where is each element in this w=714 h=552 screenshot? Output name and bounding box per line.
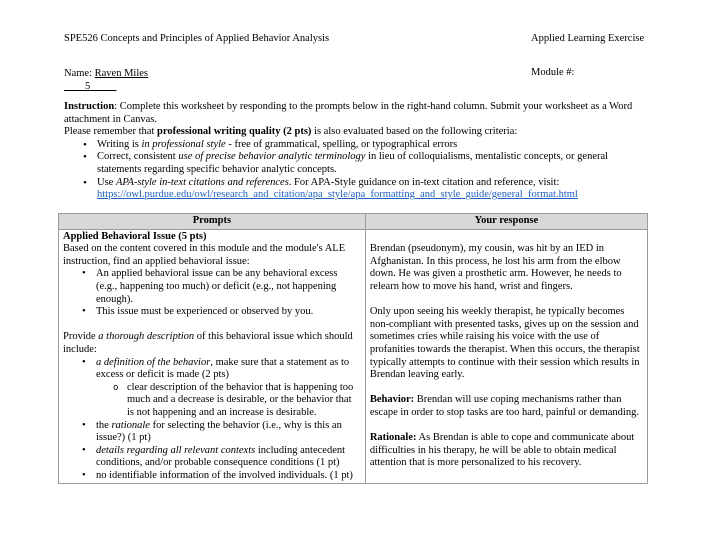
- module-label: Module #:: [531, 67, 575, 78]
- list-item: • Correct, consistent use of precise behavior analytic terminology in lieu of colloquialisms, mentalistic concepts, or general statements regarding specific behavior analytic concepts.: [97, 151, 654, 176]
- quality-text: Please remember that professional writing quality (2 pts) is also evaluated based on the following criteria:: [64, 126, 518, 138]
- response-paragraph: Only upon seeing his weekly therapist, he typically becomes non-compliant with presented tasks, gives up on the session and sometimes cries while raising his voice with the use of profanities towards the therapist. When this occurs, the therapist typically attempts to continue with their session which results in Brendan leaving early.: [369, 306, 640, 381]
- criteria-list: [64, 139, 654, 202]
- course-title: SPE526 Concepts and Principles of Applied Behavior Analysis: [64, 33, 330, 44]
- prompt-response-table: [58, 213, 648, 484]
- list-item: • no identifiable information of the involved individuals. (1 pt): [96, 470, 361, 483]
- rationale-statement: Rationale: As Brendan is able to cope and communicate about difficulties in his therapy, he will be able to obtain medical attention that is more personalized to his recovery.: [369, 432, 635, 469]
- table-header-row: [59, 214, 648, 230]
- column-header-prompts: Prompts: [59, 214, 366, 230]
- response-paragraph: Brendan (pseudonym), my cousin, was hit by an IED in Afghanistan. In this process, he lost his arm from the elbow down. He was given a prosthetic arm. However, he needs to relearn how to move his hand, wrist and fingers.: [369, 243, 622, 292]
- table-row: [59, 229, 648, 484]
- name-value: Raven Miles: [94, 68, 148, 79]
- prompt-intro: Based on the content covered in this module and the module's ALE instruction, find an applied behavioral issue:: [63, 243, 346, 267]
- prompt-heading: Applied Behavioral Issue (5 pts): [63, 230, 207, 242]
- list-item: • a definition of the behavior, make sure that a statement as to excess or deficit is made (2 pts) o clear description of the behavior that is happening too much and a decrease is desirable, or the behavior that is not happening and an increase is desirable.: [96, 357, 361, 420]
- list-item: • details regarding all relevant contexts including antecedent conditions, and/or probable consequence conditions (1 pt): [96, 445, 361, 470]
- assignment-title: Applied Learning Exercise: [531, 33, 645, 44]
- list-item: • An applied behavioral issue can be any behavioral excess (e.g., happening too much) or deficit (e.g., not happening enough).: [96, 268, 361, 306]
- list-item: • This issue must be experienced or observed by you.: [96, 306, 361, 319]
- response-cell: [365, 229, 647, 484]
- instructions: [64, 101, 654, 202]
- list-item: • the rationale for selecting the behavior (i.e., why is this an issue?) (1 pt): [96, 420, 361, 445]
- apa-guide-link[interactable]: https://owl.purdue.edu/owl/research_and_citation/apa_style/apa_formatting_and_style_guide/general_format.html: [97, 189, 578, 201]
- prompt-cell: [59, 229, 366, 484]
- name-label: Name:: [64, 68, 95, 79]
- provide-text: Provide a thorough description of this behavioral issue which should include:: [63, 331, 353, 355]
- module-value: 5: [85, 81, 91, 92]
- instruction-text: Instruction: Complete this worksheet by responding to the prompts below in the right-hand column. Submit your worksheet as a Word attachment in Canvas.: [64, 101, 633, 125]
- behavior-statement: Behavior: Brendan will use coping mechanisms rather than escape in order to stop tasks are too hard, painful or demanding.: [369, 394, 639, 418]
- column-header-response: Your response: [365, 214, 647, 230]
- list-item: • Use APA-style in-text citations and references. For APA-Style guidance on in-text citation and reference, visit: https://owl.purdue.edu/owl/research_and_citation/apa_style/apa_formatting_and_style_guide/general_format.html: [97, 177, 654, 202]
- list-item: • Writing is in professional style - free of grammatical, spelling, or typographical errors: [97, 139, 654, 152]
- sub-list-item: o clear description of the behavior that is happening too much and a decrease is desirable, or the behavior that is not happening and an increase is desirable.: [127, 382, 361, 420]
